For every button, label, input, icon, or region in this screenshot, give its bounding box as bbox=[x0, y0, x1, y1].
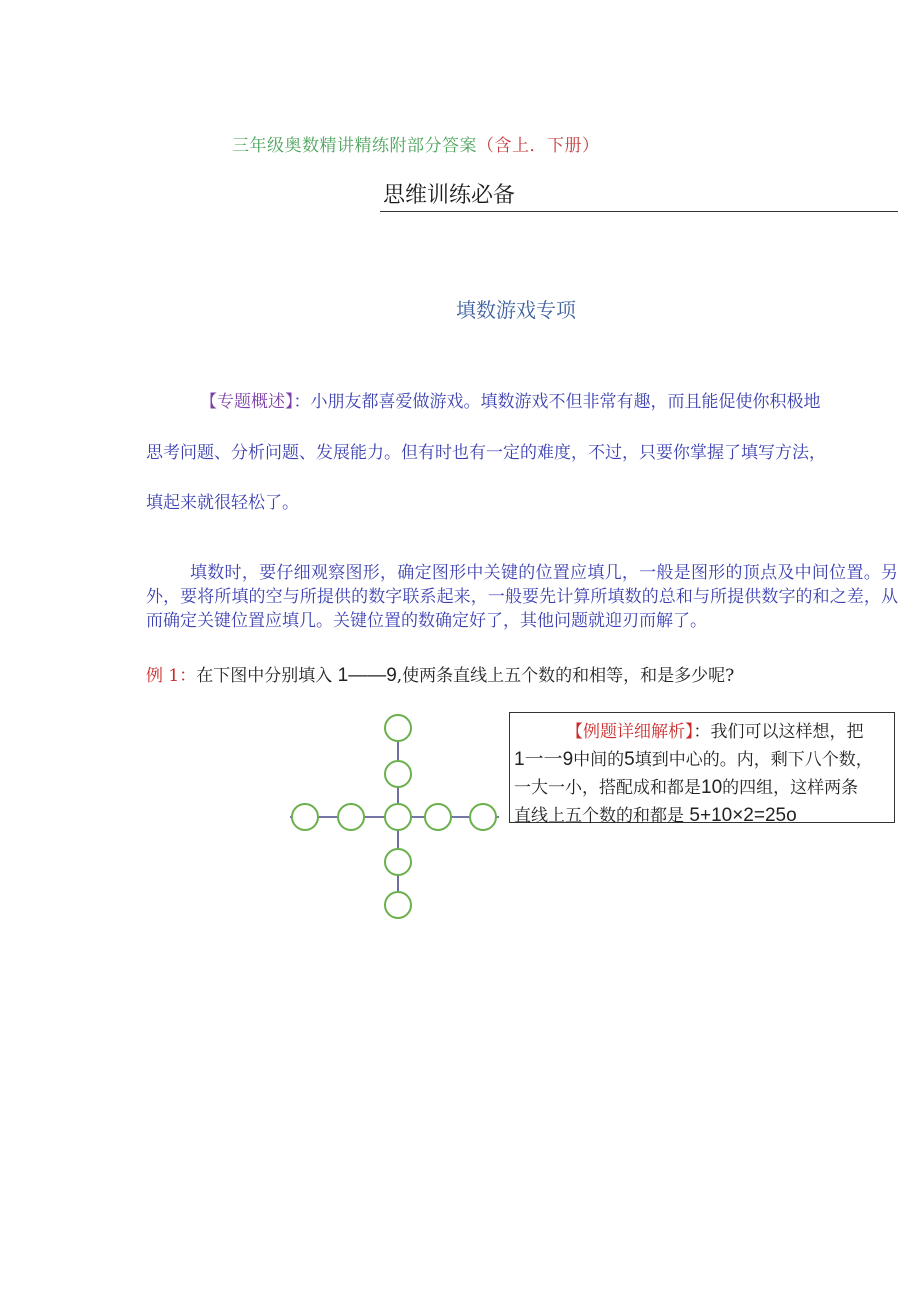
solution-line-1 bbox=[514, 718, 888, 746]
overview-line-3: 填起来就很轻松了。 bbox=[146, 493, 299, 513]
section-title: 填数游戏专项 bbox=[456, 298, 576, 322]
solution-range: 1一一9 bbox=[514, 749, 574, 770]
circle-top-outer[interactable] bbox=[385, 715, 411, 741]
circle-left-outer[interactable] bbox=[292, 804, 318, 830]
solution-line-4 bbox=[514, 802, 888, 830]
overview-line-1 bbox=[200, 390, 821, 414]
example-1-question bbox=[146, 661, 734, 687]
solution-line-2-text-b: 填到中心的。内，剩下八个数， bbox=[634, 750, 873, 770]
overview-tag: 【专题概述】 bbox=[200, 392, 294, 412]
circle-left-inner[interactable] bbox=[338, 804, 364, 830]
solution-line-3 bbox=[514, 774, 888, 802]
solution-tag: 【例题详细解析】 bbox=[566, 722, 694, 742]
solution-line-3-text-a: 一大一小，搭配成和都是 bbox=[514, 778, 701, 798]
solution-line-2-text-a: 中间的 bbox=[573, 750, 625, 770]
solution-box bbox=[509, 712, 895, 826]
method-paragraph: 填数时，要仔细观察图形，确定图形中关键的位置应填几，一般是图形的顶点及中间位置。另外，要将所填的空与所提供的数字联系起来，一般要先计算所填数的总和与所提供数字的和之差，从而确定关键位置应填几。关键位置的数确定好了，其他问题就迎刃而解了。 bbox=[146, 563, 898, 631]
overview-line-2: 思考问题、分析问题、发展能力。但有时也有一定的难度，不过，只要你掌握了填写方法， bbox=[146, 443, 826, 463]
circle-right-inner[interactable] bbox=[425, 804, 451, 830]
overview-line-1-text: ：小朋友都喜爱做游戏。填数游戏不但非常有趣，而且能促使你积极地 bbox=[293, 392, 821, 412]
solution-center-number: 5 bbox=[624, 749, 635, 770]
document-title-main: 三年级奥数精讲精练附部分答案 bbox=[232, 136, 477, 156]
example-1-range: 1——9 bbox=[337, 665, 397, 686]
solution-line-4-text: 直线上五个数的和都是 bbox=[514, 806, 690, 826]
solution-formula: 5+10×2=25o bbox=[689, 805, 797, 826]
solution-pair-sum: 10 bbox=[701, 777, 723, 798]
solution-line-1-text: ：我们可以这样想，把 bbox=[693, 722, 864, 742]
example-1-text-b: ,使两条直线上五个数的和相等，和是多少呢? bbox=[396, 666, 735, 686]
subtitle-underline bbox=[380, 211, 898, 212]
document-title bbox=[232, 131, 600, 156]
circle-center[interactable] bbox=[385, 804, 411, 830]
solution-line-3-text-b: 的四组，这样两条 bbox=[722, 778, 859, 798]
circle-right-outer[interactable] bbox=[470, 804, 496, 830]
document-subtitle: 思维训练必备 bbox=[383, 183, 516, 208]
solution-line-2 bbox=[514, 746, 888, 774]
circle-top-inner[interactable] bbox=[385, 761, 411, 787]
example-1-label: 例 1： bbox=[146, 666, 197, 686]
document-title-volume: （含上．下册） bbox=[477, 136, 600, 156]
cross-number-figure bbox=[280, 708, 505, 928]
circle-bottom-outer[interactable] bbox=[385, 892, 411, 918]
circle-bottom-inner[interactable] bbox=[385, 849, 411, 875]
example-1-text-a: 在下图中分别填入 bbox=[196, 666, 338, 686]
